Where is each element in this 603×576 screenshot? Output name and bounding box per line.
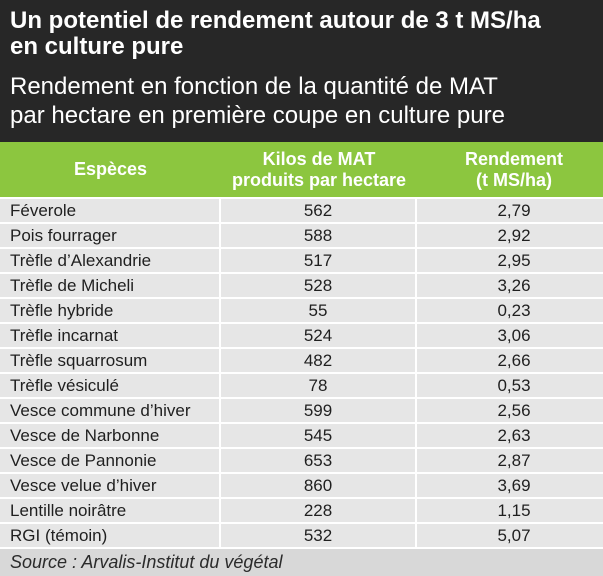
table-row — [0, 422, 603, 447]
column-header-kilos-mat — [221, 142, 417, 197]
chart-subtitle: Rendement en fonction de la quantité de MAT par hectare en première coupe en culture pure — [10, 73, 505, 129]
cell-espece: Trèfle d’Alexandrie — [0, 249, 221, 272]
cell-espece: Trèfle incarnat — [0, 324, 221, 347]
column-header-kilos-mat-label: Kilos de MAT produits par hectare — [231, 148, 407, 190]
table-row — [0, 472, 603, 497]
cell-rendement: 0,23 — [497, 301, 531, 320]
cell-kilos-mat: 524 — [221, 324, 417, 347]
table-row — [0, 272, 603, 297]
column-header-especes — [0, 142, 221, 197]
column-header-rendement-label: Rendement (t MS/ha) — [464, 148, 563, 190]
cell-rendement: 2,87 — [497, 451, 531, 470]
cell-kilos-mat: 860 — [221, 474, 417, 497]
cell-rendement: 2,79 — [497, 201, 531, 220]
table-row — [0, 197, 603, 222]
cell-rendement: 2,63 — [497, 426, 531, 445]
column-header-rendement — [417, 142, 603, 197]
cell-kilos-mat: 545 — [221, 424, 417, 447]
cell-espece: Vesce de Pannonie — [0, 449, 221, 472]
cell-kilos-mat: 78 — [221, 374, 417, 397]
cell-kilos-mat: 588 — [221, 224, 417, 247]
table-row — [0, 247, 603, 272]
cell-espece: Vesce commune d’hiver — [0, 399, 221, 422]
cell-espece: Trèfle squarrosum — [0, 349, 221, 372]
cell-rendement: 3,69 — [497, 476, 531, 495]
cell-rendement: 2,95 — [497, 251, 531, 270]
cell-kilos-mat: 528 — [221, 274, 417, 297]
cell-rendement: 1,15 — [497, 501, 531, 520]
cell-espece: Trèfle de Micheli — [0, 274, 221, 297]
cell-rendement: 2,92 — [497, 226, 531, 245]
chart-title: Un potentiel de rendement autour de 3 t MS/ha en culture pure — [10, 7, 541, 60]
cell-rendement: 3,26 — [497, 276, 531, 295]
cell-rendement: 2,56 — [497, 401, 531, 420]
cell-espece: RGI (témoin) — [0, 524, 221, 547]
cell-espece: Pois fourrager — [0, 224, 221, 247]
cell-kilos-mat: 517 — [221, 249, 417, 272]
table-row — [0, 447, 603, 472]
cell-kilos-mat: 562 — [221, 199, 417, 222]
table-row — [0, 372, 603, 397]
table-row — [0, 322, 603, 347]
cell-rendement: 3,06 — [497, 326, 531, 345]
cell-espece: Vesce velue d’hiver — [0, 474, 221, 497]
cell-kilos-mat: 599 — [221, 399, 417, 422]
source-note: Source : Arvalis-Institut du végétal — [0, 547, 603, 576]
cell-espece: Trèfle vésiculé — [0, 374, 221, 397]
data-table — [0, 142, 603, 547]
cell-kilos-mat: 228 — [221, 499, 417, 522]
cell-rendement: 0,53 — [497, 376, 531, 395]
table-row — [0, 522, 603, 547]
cell-rendement: 5,07 — [497, 526, 531, 545]
table-row — [0, 347, 603, 372]
column-header-especes-label: Espèces — [73, 159, 148, 179]
table-row — [0, 297, 603, 322]
header-panel — [0, 0, 603, 142]
cell-kilos-mat: 55 — [221, 299, 417, 322]
table-row — [0, 497, 603, 522]
cell-kilos-mat: 482 — [221, 349, 417, 372]
table-row — [0, 397, 603, 422]
table-row — [0, 222, 603, 247]
cell-kilos-mat: 532 — [221, 524, 417, 547]
cell-espece: Trèfle hybride — [0, 299, 221, 322]
cell-espece: Féverole — [0, 199, 221, 222]
cell-espece: Lentille noirâtre — [0, 499, 221, 522]
cell-rendement: 2,66 — [497, 351, 531, 370]
cell-kilos-mat: 653 — [221, 449, 417, 472]
column-header-row — [0, 142, 603, 197]
table-body — [0, 197, 603, 547]
cell-espece: Vesce de Narbonne — [0, 424, 221, 447]
